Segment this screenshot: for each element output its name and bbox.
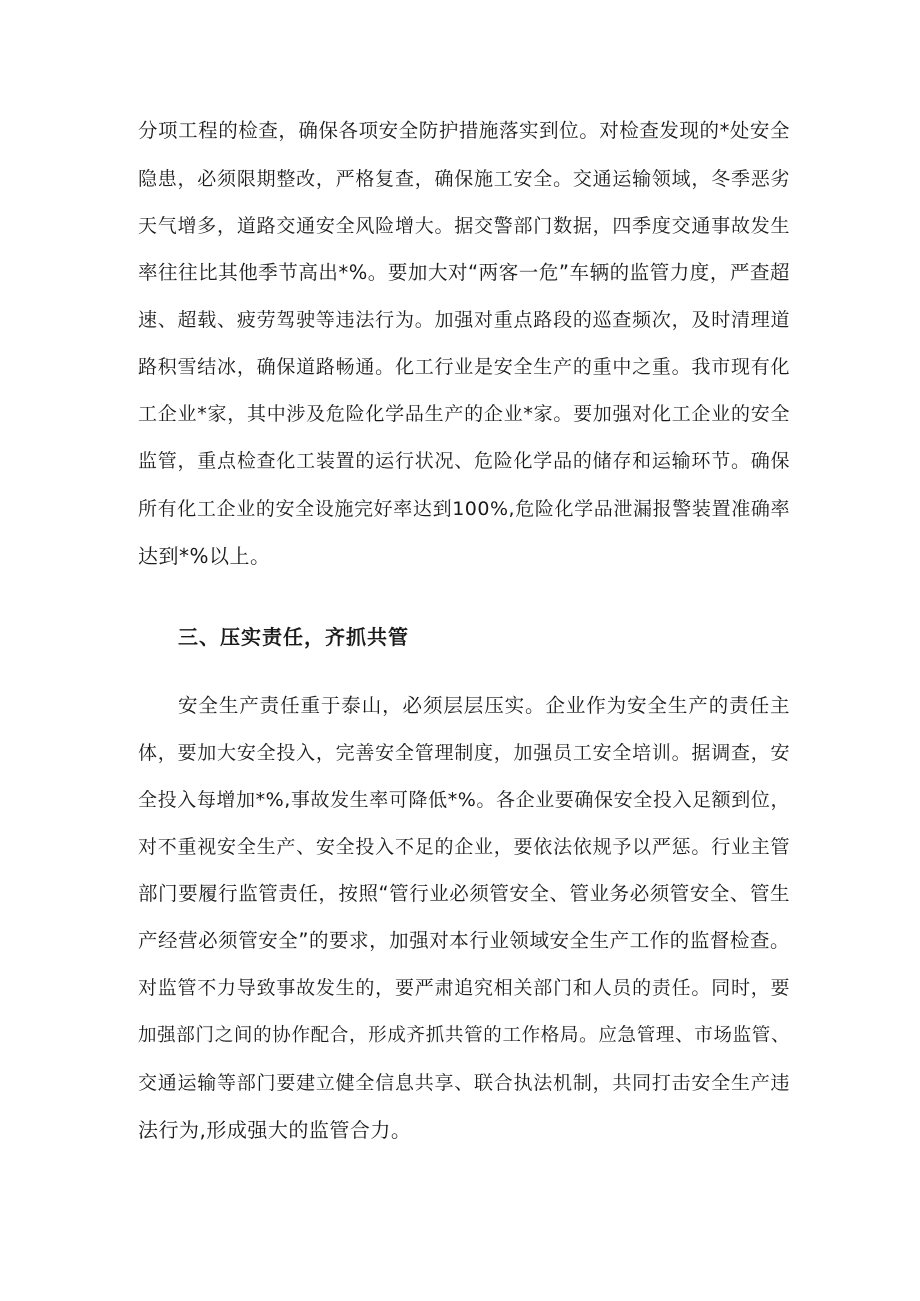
- paragraph-1-line: 工企业*家，其中涉及危险化学品生产的企业*家。要加强对化工企业的安全: [138, 403, 790, 425]
- paragraph-1-line: 隐患，必须限期整改，严格复查，确保施工安全。交通运输领域，冬季恶劣: [138, 168, 790, 190]
- paragraph-2-line: 加强部门之间的协作配合，形成齐抓共管的工作格局。应急管理、市场监管、: [138, 1025, 790, 1046]
- paragraph-1-line: 天气增多，道路交通安全风险增大。据交警部门数据，四季度交通事故发生: [138, 215, 790, 237]
- paragraph-2-line: 部门要履行监管责任，按照“管行业必须管安全、管业务必须管安全、管生: [138, 882, 790, 905]
- paragraph-1-line: 分项工程的检查，确保各项安全防护措施落实到位。对检查发现的*处安全: [138, 119, 790, 142]
- paragraph-1-line: 达到*%以上。: [138, 544, 271, 568]
- paragraph-2-line: 全投入每增加*%,事故发生率可降低*%。各企业要确保安全投入足额到位，: [138, 789, 790, 811]
- paragraph-2-line: 安全生产责任重于泰山，必须层层压实。企业作为安全生产的责任主: [178, 694, 790, 717]
- paragraph-2-line: 对监管不力导致事故发生的，要严肃追究相关部门和人员的责任。同时，要: [138, 977, 790, 999]
- paragraph-1-line: 监管，重点检查化工装置的运行状况、危险化学品的储存和运输环节。确保: [138, 450, 790, 472]
- paragraph-2-line: 交通运输等部门要建立健全信息共享、联合执法机制，共同打击安全生产违: [138, 1072, 790, 1094]
- paragraph-1-line: 路积雪结冰，确保道路畅通。化工行业是安全生产的重中之重。我市现有化: [138, 356, 790, 378]
- section-heading: 三、压实责任，齐抓共管: [178, 625, 409, 649]
- paragraph-1-line: 所有化工企业的安全设施完好率达到100%,危险化学品泄漏报警装置准确率: [138, 498, 790, 520]
- paragraph-1-line: 速、超载、疲劳驾驶等违法行为。加强对重点路段的巡查频次，及时清理道: [138, 309, 790, 331]
- paragraph-2-line: 体，要加大安全投入，完善安全管理制度，加强员工安全培训。据调查，安: [138, 742, 790, 764]
- paragraph-2-line: 产经营必须管安全”的要求，加强对本行业领域安全生产工作的监督检查。: [138, 929, 790, 952]
- paragraph-2-line: 对不重视安全生产、安全投入不足的企业，要依法依规予以严惩。行业主管: [138, 836, 790, 858]
- paragraph-1-line: 率往往比其他季节高出*%。要加大对“两客一危”车辆的监管力度，严查超: [138, 261, 790, 284]
- paragraph-2-line: 法行为,形成强大的监管合力。: [138, 1118, 412, 1142]
